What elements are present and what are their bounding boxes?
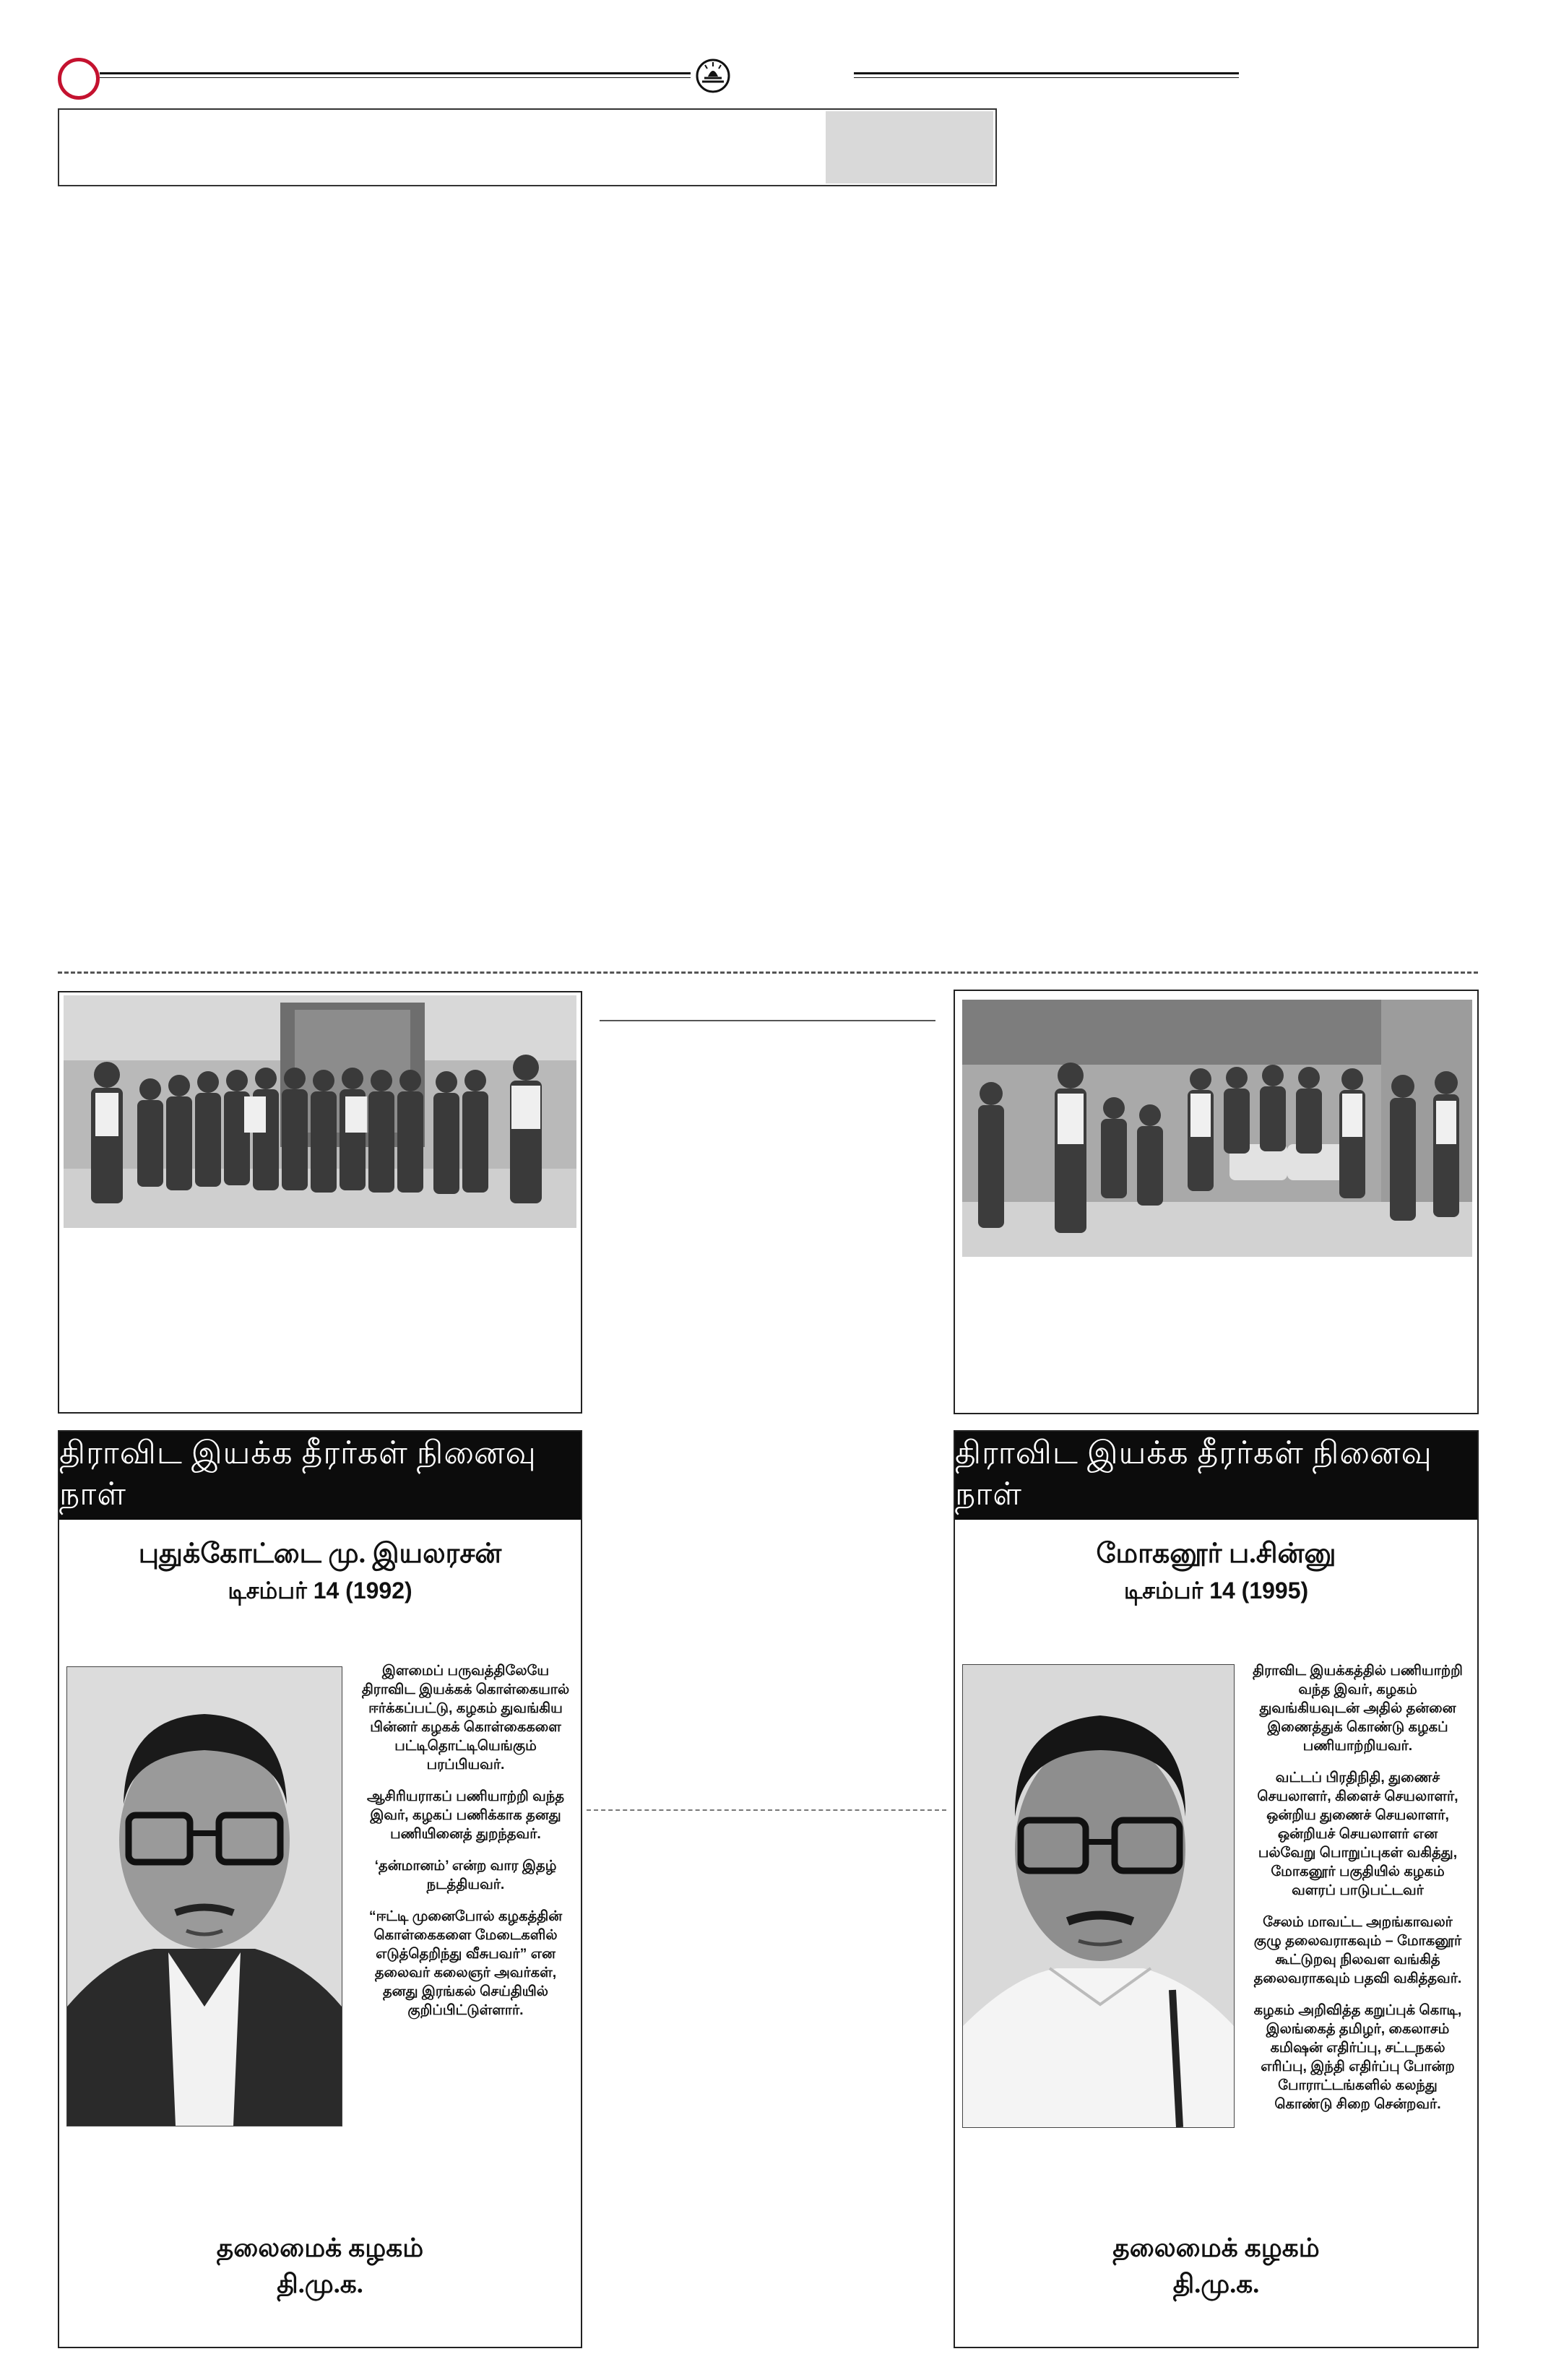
signature-line-2: தி.மு.க. bbox=[1172, 2269, 1260, 2298]
signature-line-1: தலைமைக் கழகம் bbox=[1112, 2233, 1320, 2262]
tribute-ad-left bbox=[58, 1430, 582, 2348]
tribute-bio-paragraph: இளமைப் பருவத்திலேயே திராவிட இயக்கக் கொள்கையால் ஈர்க்கப்பட்டு, கழகம் துவங்கிய பின்னர் கழகக் கொள்கைகளை பட்டிதொட்டியெங்கும் பரப்பியவர். bbox=[361, 1663, 570, 1773]
header-rule-right bbox=[854, 72, 1239, 74]
photo-box-left bbox=[58, 991, 582, 1414]
tribute-bio-paragraph: கழகம் அறிவித்த கறுப்புக் கொடி, இலங்கைத் தமிழர், கைலாசம் கமிஷன் எதிர்ப்பு, சட்டநகல் எரிப்பு, இந்தி எதிர்ப்பு போன்ற போராட்டங்களில் கலந்து கொண்டு சிறை சென்றவர். bbox=[1253, 2002, 1462, 2112]
tribute-bio bbox=[359, 1661, 572, 2033]
tribute-name: புதுக்கோட்டை மு. இயலரசன் bbox=[138, 1539, 502, 1569]
tribute-bio-paragraph: திராவிட இயக்கத்தில் பணியாற்றி வந்த இவர், கழகம் துவங்கியவுடன் அதில் தன்னை இணைத்துக் கொண்டு கழகப் பணியாற்றியவர். bbox=[1253, 1663, 1463, 1754]
news-photo-right bbox=[962, 1000, 1472, 1257]
header-rule-left-thin bbox=[100, 77, 691, 78]
tribute-portrait bbox=[66, 1666, 342, 2126]
section-divider-dashed bbox=[58, 972, 1478, 974]
tribute-signature bbox=[59, 2230, 581, 2302]
signature-line-2: தி.மு.க. bbox=[277, 2269, 363, 2298]
tribute-bio-paragraph: சேலம் மாவட்ட அறங்காவலர் குழு தலைவராகவும் – மோகனூர் கூட்டுறவு நிலவள வங்கித் தலைவராகவும் பதவி வகித்தவர். bbox=[1253, 1914, 1462, 1986]
page-number-circle bbox=[58, 58, 100, 100]
tribute-banner: திராவிட இயக்க தீரர்கள் நினைவு நாள் bbox=[59, 1432, 581, 1520]
tribute-bio-paragraph: வட்டப் பிரதிநிதி, துணைச் செயலாளர், கிளைச் செயலாளர், ஒன்றிய துணைச் செயலாளர், ஒன்றியச் செயலாளர் என பல்வேறு பொறுப்புகள் வகித்து, மோகனூர் பகுதியில் கழகம் வளரப் பாடுபட்டவர் bbox=[1257, 1770, 1458, 1898]
middle-rule-dashed bbox=[587, 1809, 946, 1811]
tribute-date: டிசம்பர் 14 (1992) bbox=[228, 1578, 412, 1604]
tribute-ad-right bbox=[954, 1430, 1479, 2348]
header-rule-left bbox=[100, 72, 691, 74]
middle-rule-top bbox=[600, 1020, 935, 1021]
rising-sun-emblem-icon bbox=[695, 58, 731, 94]
tribute-bio-paragraph: ‘தன்மானம்’ என்ற வார இதழ் நடத்தியவர். bbox=[374, 1858, 557, 1892]
news-photo-left bbox=[64, 995, 576, 1228]
tribute-signature bbox=[955, 2230, 1477, 2302]
header-rule-right-thin bbox=[854, 77, 1239, 78]
tribute-name: மோகனூர் ப.சின்னு bbox=[1096, 1539, 1336, 1569]
tribute-portrait bbox=[962, 1664, 1235, 2128]
photo-box-right bbox=[954, 990, 1479, 1414]
tribute-bio bbox=[1248, 1661, 1468, 2126]
tribute-banner: திராவிட இயக்க தீரர்கள் நினைவு நாள் bbox=[955, 1432, 1477, 1520]
tribute-bio-paragraph: “ஈட்டி முனைபோல் கழகத்தின் கொள்கைகளை மேடைகளில் எடுத்தெறிந்து வீசுபவர்” என தலைவர் கலைஞர் அவர்கள், தனது இரங்கல் செய்தியில் குறிப்பிட்டுள்ளார். bbox=[368, 1908, 563, 2018]
tribute-bio-paragraph: ஆசிரியராகப் பணியாற்றி வந்த இவர், கழகப் பணிக்காக தனது பணியினைத் துறந்தவர். bbox=[366, 1788, 565, 1842]
header-grey-panel bbox=[826, 111, 993, 183]
tribute-date: டிசம்பர் 14 (1995) bbox=[1123, 1578, 1309, 1604]
signature-line-1: தலைமைக் கழகம் bbox=[216, 2233, 424, 2262]
